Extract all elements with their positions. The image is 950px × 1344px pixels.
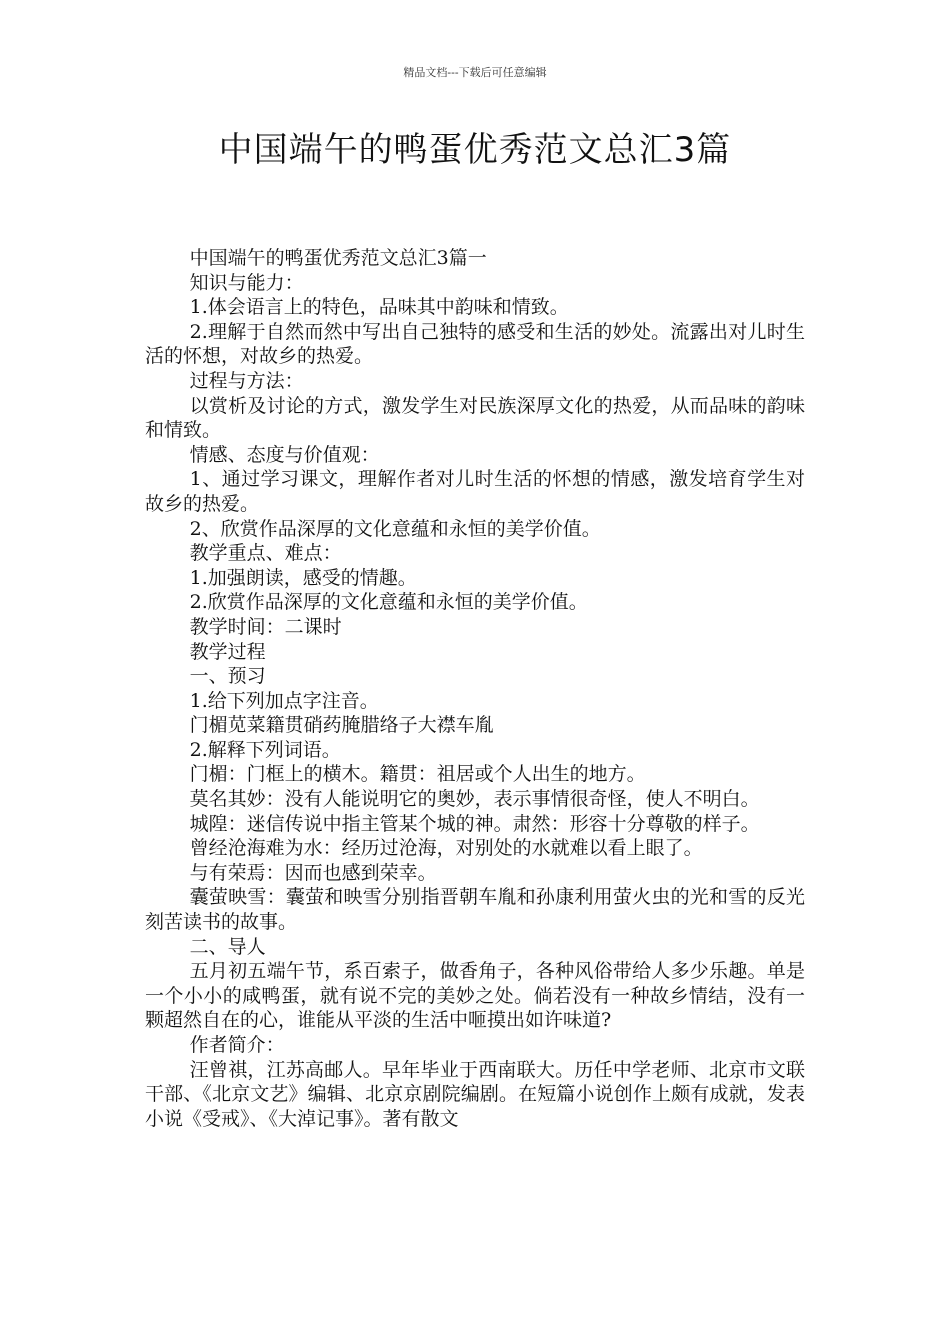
page-header: 精品文档---下载后可任意编辑 (403, 66, 547, 79)
body-paragraph: 曾经沧海难为水：经历过沧海，对别处的水就难以看上眼了。 (189, 837, 703, 860)
body-paragraph: 莫名其妙：没有人能说明它的奥妙，表示事情很奇怪，使人不明白。 (189, 788, 760, 811)
body-paragraph: 2、欣赏作品深厚的文化意蕴和永恒的美学价值。 (189, 517, 601, 540)
body-paragraph: 1.体会语言上的特色，品味其中韵味和情致。 (189, 296, 569, 319)
body-paragraph: 1、通过学习课文，理解作者对儿时生活的怀想的情感，激发培育学生对故乡的热爱。 (145, 468, 805, 515)
document-body (145, 246, 805, 1131)
body-paragraph: 门楣：门框上的横木。籍贯：祖居或个人出生的地方。 (189, 763, 646, 786)
body-paragraph: 教学过程 (189, 640, 266, 663)
body-paragraph: 教学重点、难点： (189, 542, 342, 565)
body-paragraph: 与有荣焉：因而也感到荣幸。 (189, 861, 437, 884)
document-title: 中国端午的鸭蛋优秀范文总汇3篇 (218, 130, 732, 170)
body-paragraph: 一、预习 (189, 665, 266, 688)
body-paragraph: 囊萤映雪：囊萤和映雪分别指晋朝车胤和孙康利用萤火虫的光和雪的反光刻苦读书的故事。 (145, 886, 805, 934)
body-paragraph: 过程与方法： (189, 369, 304, 392)
body-paragraph: 教学时间：二课时 (189, 615, 342, 638)
body-paragraph: 1.加强朗读，感受的情趣。 (189, 566, 417, 589)
body-paragraph: 门楣苋菜籍贯硝药腌腊络子大襟车胤 (189, 714, 494, 737)
body-paragraph: 二、导人 (189, 935, 266, 958)
body-paragraph: 以赏析及讨论的方式，激发学生对民族深厚文化的热爱，从而品味的韵味和情致。 (145, 394, 805, 442)
body-paragraph: 五月初五端午节，系百索子，做香角子，各种风俗带给人多少乐趣。单是一个小小的咸鸭蛋，就有说不完的美妙之处。倘若没有一种故乡情结，没有一颗超然自在的心，谁能从平淡的生活中咂摸出如许味道? (145, 960, 805, 1032)
body-paragraph: 作者简介： (189, 1034, 285, 1056)
body-paragraph: 2.理解于自然而然中写出自己独特的感受和生活的妙处。流露出对儿时生活的怀想，对故乡的热爱。 (145, 320, 805, 368)
body-paragraph: 1.给下列加点字注音。 (189, 689, 379, 712)
body-paragraph: 知识与能力： (189, 271, 304, 294)
body-paragraph: 2.解释下列词语。 (189, 738, 341, 761)
body-paragraph: 2.欣赏作品深厚的文化意蕴和永恒的美学价值。 (189, 591, 588, 614)
body-paragraph: 情感、态度与价值观： (189, 443, 380, 466)
body-paragraph: 城隍：迷信传说中指主管某个城的神。肃然：形容十分尊敬的样子。 (189, 812, 760, 835)
body-paragraph: 汪曾祺，江苏高邮人。早年毕业于西南联大。历任中学老师、北京市文联干部、《北京文艺》编辑、北京京剧院编剧。在短篇小说创作上颇有成就，发表小说《受戒》、《大淖记事》。著有散文 (145, 1058, 805, 1130)
body-paragraph: 中国端午的鸭蛋优秀范文总汇3篇一 (189, 247, 487, 269)
